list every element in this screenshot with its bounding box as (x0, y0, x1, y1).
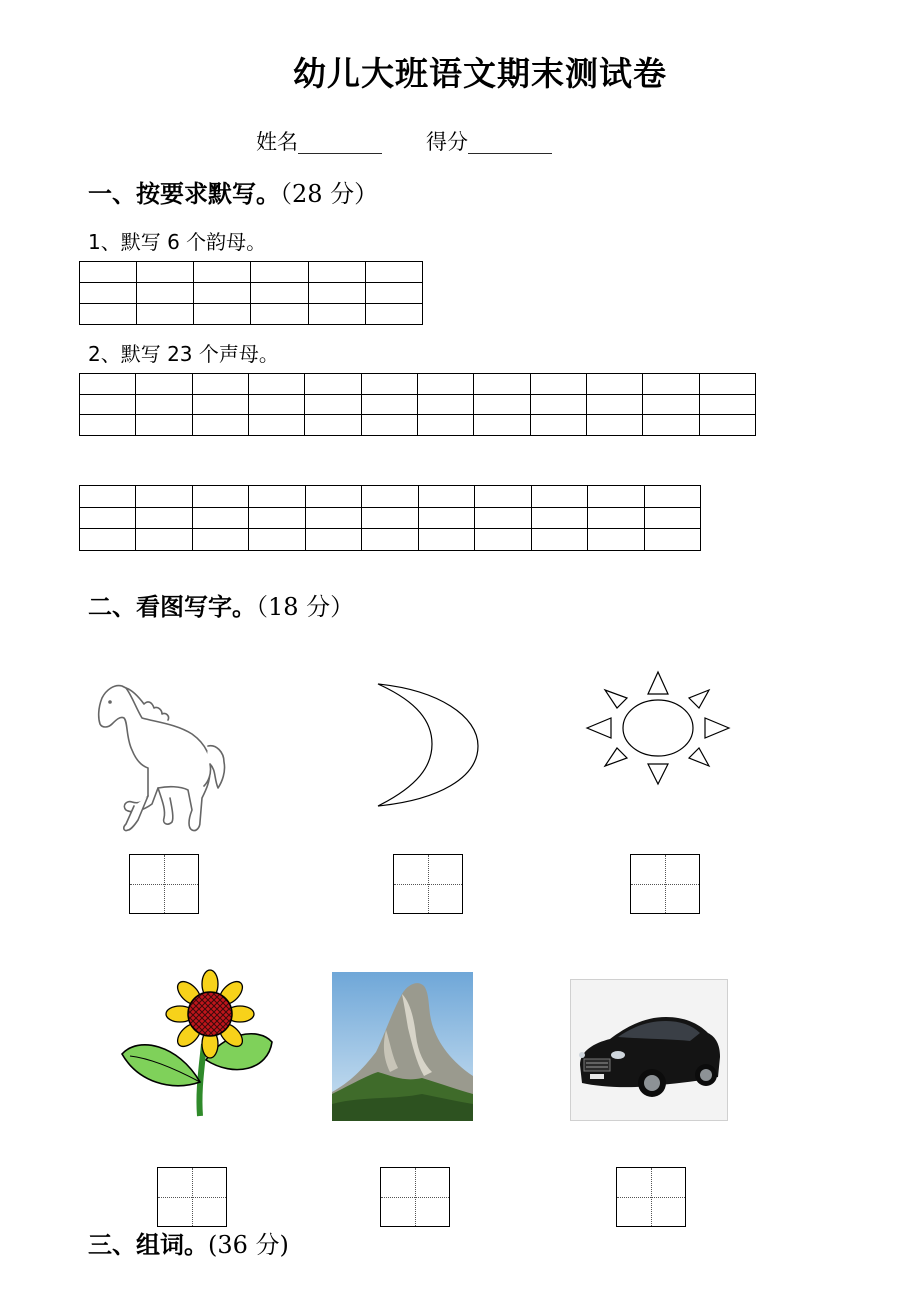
answer-box-car[interactable] (616, 1167, 686, 1227)
mountain-picture (332, 972, 473, 1121)
question-1-label: 1、默写 6 个韵母。 (88, 230, 267, 254)
name-score-row (256, 126, 552, 156)
section3-heading: 三、组词。(36 分) (88, 1230, 289, 1259)
initials-writing-grid-1[interactable] (79, 373, 756, 436)
answer-box-sunflower[interactable] (157, 1167, 227, 1227)
section1-heading: 一、按要求默写。（28 分） (88, 179, 379, 208)
answer-box-mountain[interactable] (380, 1167, 450, 1227)
score-field-label: 得分________ (426, 130, 552, 154)
vowel-writing-grid[interactable] (79, 261, 423, 325)
question-2-label: 2、默写 23 个声母。 (88, 342, 279, 366)
car-picture (570, 979, 728, 1121)
answer-box-horse[interactable] (129, 854, 199, 914)
answer-box-sun[interactable] (630, 854, 700, 914)
moon-picture (374, 682, 480, 808)
name-field-label: 姓名________ (256, 130, 382, 154)
horse-picture (92, 678, 232, 836)
initials-writing-grid-2[interactable] (79, 485, 701, 551)
answer-box-moon[interactable] (393, 854, 463, 914)
section2-heading: 二、看图写字。（18 分） (88, 592, 355, 621)
sun-picture (585, 670, 731, 788)
page-title: 幼儿大班语文期末测试卷 (293, 54, 667, 93)
sunflower-picture (118, 970, 278, 1120)
